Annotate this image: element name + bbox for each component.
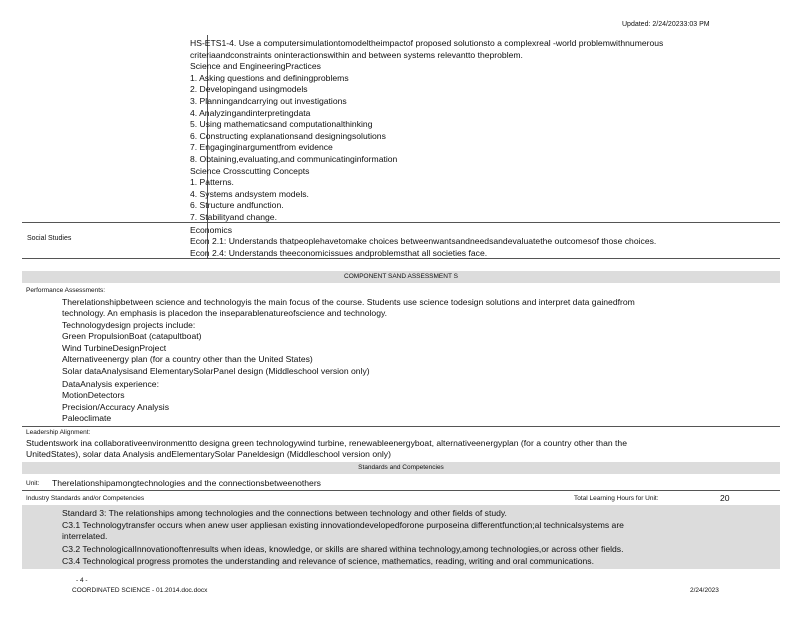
performance-line: MotionDetectors <box>62 390 125 401</box>
unit-value: Therelationshipamongtechnologies and the connectionsbetweenothers <box>52 478 321 488</box>
performance-line: Therelationshipbetween science and technologyis the main focus of the course. Students use science todesign solutions and interpret data gainedfrom <box>62 297 635 307</box>
standard-item <box>62 508 507 519</box>
social-studies-label: Social Studies <box>27 235 72 242</box>
standards-line: 5. Using mathematicsand computationalthinking <box>190 119 373 130</box>
leadership-line: Studentswork ina collaborativeenvironmentto designa green technologywind turbine, renewableenergyboat, alternativeenergyplan (for a country other than the <box>26 438 627 448</box>
standards-line: criteriaandconstraints oninteractionswithin and between systems relevantto theproblem. <box>190 49 523 60</box>
components-heading: COMPONENT SAND ASSESSMENT S <box>22 271 780 283</box>
performance-line: DataAnalysis experience: <box>62 379 159 389</box>
footer-date: 2/24/2023 <box>690 587 719 594</box>
leadership-label: Leadership Alignment: <box>26 429 91 436</box>
social-line: Economics <box>190 224 233 235</box>
page-number: - 4 - <box>76 577 88 584</box>
standard-line: C3.2 TechnologicalInnovationoftenresults when ideas, knowledge, or skills are shared withina technology,among technologies,or across other fields. <box>62 544 624 554</box>
standard-item <box>62 520 624 543</box>
footer-filename: COORDINATED SCIENCE - 01.2014.doc.docx <box>72 587 208 594</box>
leadership-text <box>26 438 627 461</box>
standards-cell <box>190 38 778 259</box>
performance-line: Paleoclimate <box>62 413 112 424</box>
total-hours-label: Total Learning Hours for Unit: <box>574 495 659 502</box>
social-line: Econ 2.4: Understands theeconomicissues andproblemsthat all societies face. <box>190 247 488 258</box>
performance-label: Performance Assessments: <box>26 287 106 294</box>
standards-line: 4. Analyzingandinterpretingdata <box>190 107 311 118</box>
section-rule <box>22 426 780 427</box>
performance-line: Precision/Accuracy Analysis <box>62 401 169 412</box>
performance-item <box>62 297 635 320</box>
standards-line: 2. Developingand usingmodels <box>190 84 308 95</box>
standard-line: C3.4 Technological progress promotes the understanding and relevance of science, mathematics, reading, writing and oral communications. <box>62 556 594 566</box>
standards-line: HS-ETS1-4. Use a computersimulationtomodeltheimpactof proposed solutionsto a complexreal -world problemwithnumerous <box>190 38 664 48</box>
total-hours-value: 20 <box>720 493 730 503</box>
unit-label: Unit: <box>26 480 40 487</box>
standards-line: Science and EngineeringPractices <box>190 61 321 72</box>
standard-line: C3.1 Technologytransfer occurs when anew user appliesan existing innovationdevelopedforone purposeina differentfunction;al technicalsystems are <box>62 520 624 530</box>
standards-line: 6. Structure andfunction. <box>190 200 284 211</box>
standards-competencies-band: Standards and Competencies <box>22 462 780 474</box>
performance-line: Technologydesign projects include: <box>62 320 196 330</box>
standard-item <box>62 544 623 555</box>
performance-line: Solar dataAnalysisand ElementarySolarPanel design (Middleschool version only) <box>62 365 370 376</box>
standards-line: Science Crosscutting Concepts <box>190 165 310 176</box>
social-line: Econ 2.1: Understands thatpeoplehavetomake choices betweenwantsandneedsandevaluatethe outcomesof those choices. <box>190 236 657 247</box>
industry-standards-label: Industry Standards and/or Competencies <box>26 495 145 502</box>
standards-line: 7. Stabilityand change. <box>190 211 277 222</box>
performance-line: Alternativeenergy plan (for a country other than the United States) <box>62 354 313 365</box>
standards-line: 8. Obtaining,evaluating,and communicatinginformation <box>190 153 398 164</box>
performance-line: Green PropulsionBoat (catapultboat) <box>62 331 202 342</box>
performance-item <box>62 320 370 377</box>
unit-rule <box>22 490 780 491</box>
performance-line: technology. An emphasis is placedon the inseparablenatureofscience and technology. <box>62 308 388 319</box>
standards-line: 7. Engaginginargumentfrom evidence <box>190 142 333 153</box>
standard-line: interrelated. <box>62 531 108 542</box>
standard-line: Standard 3: The relationships among technologies and the connections between technology and other fields of study. <box>62 508 507 518</box>
standards-table <box>22 35 780 259</box>
standards-line: 1. Patterns. <box>190 177 234 188</box>
standard-item <box>62 556 594 567</box>
standards-line: 4. Systems andsystem models. <box>190 188 309 199</box>
updated-timestamp: Updated: 2/24/20233:03 PM <box>622 21 710 28</box>
standards-line: 3. Planningandcarrying out investigations <box>190 95 347 106</box>
standards-line: 1. Asking questions and definingproblems <box>190 72 349 83</box>
performance-line: Wind TurbineDesignProject <box>62 342 167 353</box>
performance-item <box>62 379 169 425</box>
standards-line: 6. Constructing explanationsand designingsolutions <box>190 130 386 141</box>
leadership-line: UnitedStates), solar data Analysis andElementarySolar Paneldesign (Middleschool version only) <box>26 449 391 460</box>
